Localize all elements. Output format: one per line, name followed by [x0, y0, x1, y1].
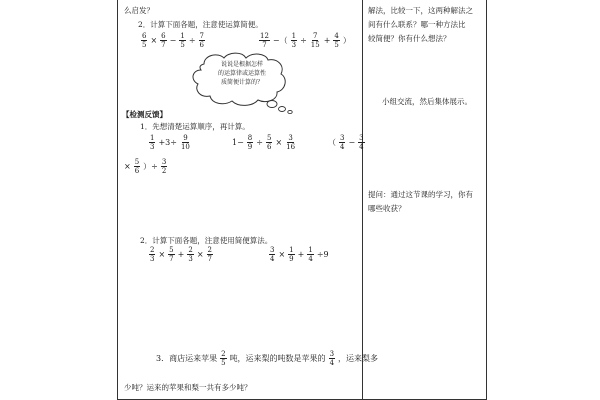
right-line-6: 哪些收获？	[368, 204, 406, 213]
numerator: 3	[161, 158, 167, 166]
operator: （	[328, 138, 336, 147]
fraction	[160, 32, 166, 49]
fraction	[307, 246, 313, 263]
cloud-line-3: 质简便计算的？	[220, 79, 263, 86]
operator: ×	[158, 250, 166, 259]
numerator: 6	[161, 32, 166, 40]
numerator: 5	[169, 246, 174, 254]
fraction	[339, 134, 345, 151]
operator: +	[177, 250, 185, 259]
numerator: 1	[180, 32, 185, 40]
numerator: 1	[291, 32, 297, 40]
fraction	[134, 158, 140, 175]
numerator: 4	[334, 32, 339, 40]
expr-f	[148, 246, 214, 263]
fraction	[269, 246, 275, 263]
operator: +	[297, 250, 305, 259]
fraction	[220, 350, 226, 367]
numerator: 3	[270, 246, 275, 254]
q3-line-2: 少吨？运来的苹果和梨一共有多少吨？	[124, 383, 252, 392]
denominator: 4	[329, 359, 335, 367]
operator: 3．商店运来苹果	[156, 354, 218, 363]
operator: −（	[272, 36, 288, 45]
operator: ÷	[256, 138, 263, 147]
cloud-line-2: 的运算律或运算性	[217, 70, 266, 77]
numerator: 2	[188, 246, 193, 254]
denominator: 10	[180, 143, 190, 151]
operator: ，运来梨多	[338, 354, 379, 363]
feedback-q1-title: 1．先想清楚运算顺序，再计算。	[140, 122, 250, 131]
numerator: 2	[150, 246, 155, 254]
numerator: 7	[313, 32, 318, 40]
numerator: 3	[340, 134, 345, 142]
fraction	[288, 246, 294, 263]
denominator: 16	[286, 143, 296, 151]
expr-d	[230, 134, 297, 151]
numerator: 3	[329, 350, 335, 358]
denominator: 15	[310, 41, 320, 49]
operator: ÷	[188, 36, 196, 45]
expr-c	[148, 134, 192, 151]
right-border	[486, 0, 487, 400]
operator: +	[323, 36, 331, 45]
column-divider	[362, 0, 363, 400]
fraction	[310, 32, 321, 49]
fraction	[285, 134, 296, 151]
denominator: 4	[359, 143, 364, 151]
feedback-q2-title: 2．计算下面各题，注意使用简便算法。	[140, 236, 273, 245]
fraction	[358, 134, 364, 151]
denominator: 3	[291, 41, 297, 49]
denominator: 2	[161, 167, 167, 175]
fraction	[247, 134, 253, 151]
numerator: 1	[308, 246, 313, 254]
expr-e-part1	[326, 134, 366, 151]
operator: ）	[342, 36, 351, 45]
fraction	[168, 246, 174, 263]
numerator: 2	[207, 246, 212, 254]
numerator: 5	[134, 158, 140, 166]
numerator: 2	[221, 350, 226, 358]
numerator: 6	[142, 32, 147, 40]
numerator: 12	[260, 32, 269, 40]
denominator: 9	[247, 143, 253, 151]
fraction	[161, 158, 167, 175]
left-border	[117, 0, 118, 400]
operator: 吨，运来梨的吨数是苹果的	[229, 354, 326, 363]
operator: ×	[124, 162, 131, 171]
fraction	[207, 246, 213, 263]
numerator: 1	[150, 134, 155, 142]
cloud-line-1: 说说是根据怎样	[220, 61, 263, 68]
fraction	[141, 32, 147, 49]
operator: ×	[196, 250, 204, 259]
fraction	[329, 350, 335, 367]
q3-line-1	[154, 350, 380, 367]
operator: ÷	[300, 36, 307, 45]
operator: ×	[278, 250, 286, 259]
denominator: 3	[150, 143, 155, 151]
operator: ×	[275, 138, 283, 147]
denominator: 6	[266, 143, 272, 151]
expr-e-part2	[122, 158, 168, 175]
denominator: 3	[150, 255, 155, 263]
operator: +3÷	[158, 138, 177, 147]
operator: −	[348, 138, 356, 147]
q2-title: 2．计算下面各题，注意使运算简便。	[138, 20, 263, 29]
denominator: 7	[207, 255, 212, 263]
denominator: 5	[334, 41, 339, 49]
fraction	[199, 32, 205, 49]
fraction	[149, 246, 155, 263]
fraction	[266, 134, 272, 151]
right-line-1: 解法，比较一下，这两种解法之	[368, 6, 473, 15]
denominator: 7	[262, 41, 267, 49]
denominator: 7	[169, 255, 174, 263]
operator: ）÷	[143, 162, 158, 171]
numerator: 9	[183, 134, 188, 142]
feedback-heading: 【检测反馈】	[122, 110, 167, 119]
denominator: 9	[289, 255, 294, 263]
right-line-4: 小组交流，然后集体展示。	[382, 97, 472, 106]
fraction	[179, 32, 185, 49]
numerator: 1	[289, 246, 294, 254]
right-line-3: 较简便？你有什么想法？	[368, 34, 451, 43]
denominator: 3	[188, 255, 193, 263]
denominator: 6	[134, 167, 140, 175]
operator: 1−	[232, 138, 244, 147]
cloud-text	[204, 60, 280, 87]
numerator: 5	[266, 134, 272, 142]
right-line-5: 提问：通过这节课的学习，你有	[368, 190, 473, 199]
fraction	[187, 246, 193, 263]
expr-a	[140, 32, 206, 49]
expr-g	[268, 246, 331, 263]
denominator: 4	[308, 255, 313, 263]
right-line-2: 间有什么联系？哪一种方法比	[368, 20, 466, 29]
denominator: 5	[142, 41, 147, 49]
numerator: 3	[288, 134, 293, 142]
numerator: 8	[247, 134, 253, 142]
fraction	[180, 134, 191, 151]
denominator: 4	[340, 143, 345, 151]
expr-b	[258, 32, 353, 49]
denominator: 5	[180, 41, 185, 49]
denominator: 7	[161, 41, 166, 49]
top-line-text: 么启发？	[124, 6, 154, 15]
denominator: 6	[199, 41, 204, 49]
operator: −	[169, 36, 177, 45]
denominator: 5	[221, 359, 226, 367]
numerator: 7	[199, 32, 204, 40]
denominator: 4	[270, 255, 275, 263]
fraction	[149, 134, 155, 151]
fraction	[333, 32, 339, 49]
operator: ×	[150, 36, 158, 45]
fraction	[259, 32, 270, 49]
numerator: 3	[359, 134, 364, 142]
operator: ÷9	[316, 250, 329, 259]
fraction	[291, 32, 297, 49]
